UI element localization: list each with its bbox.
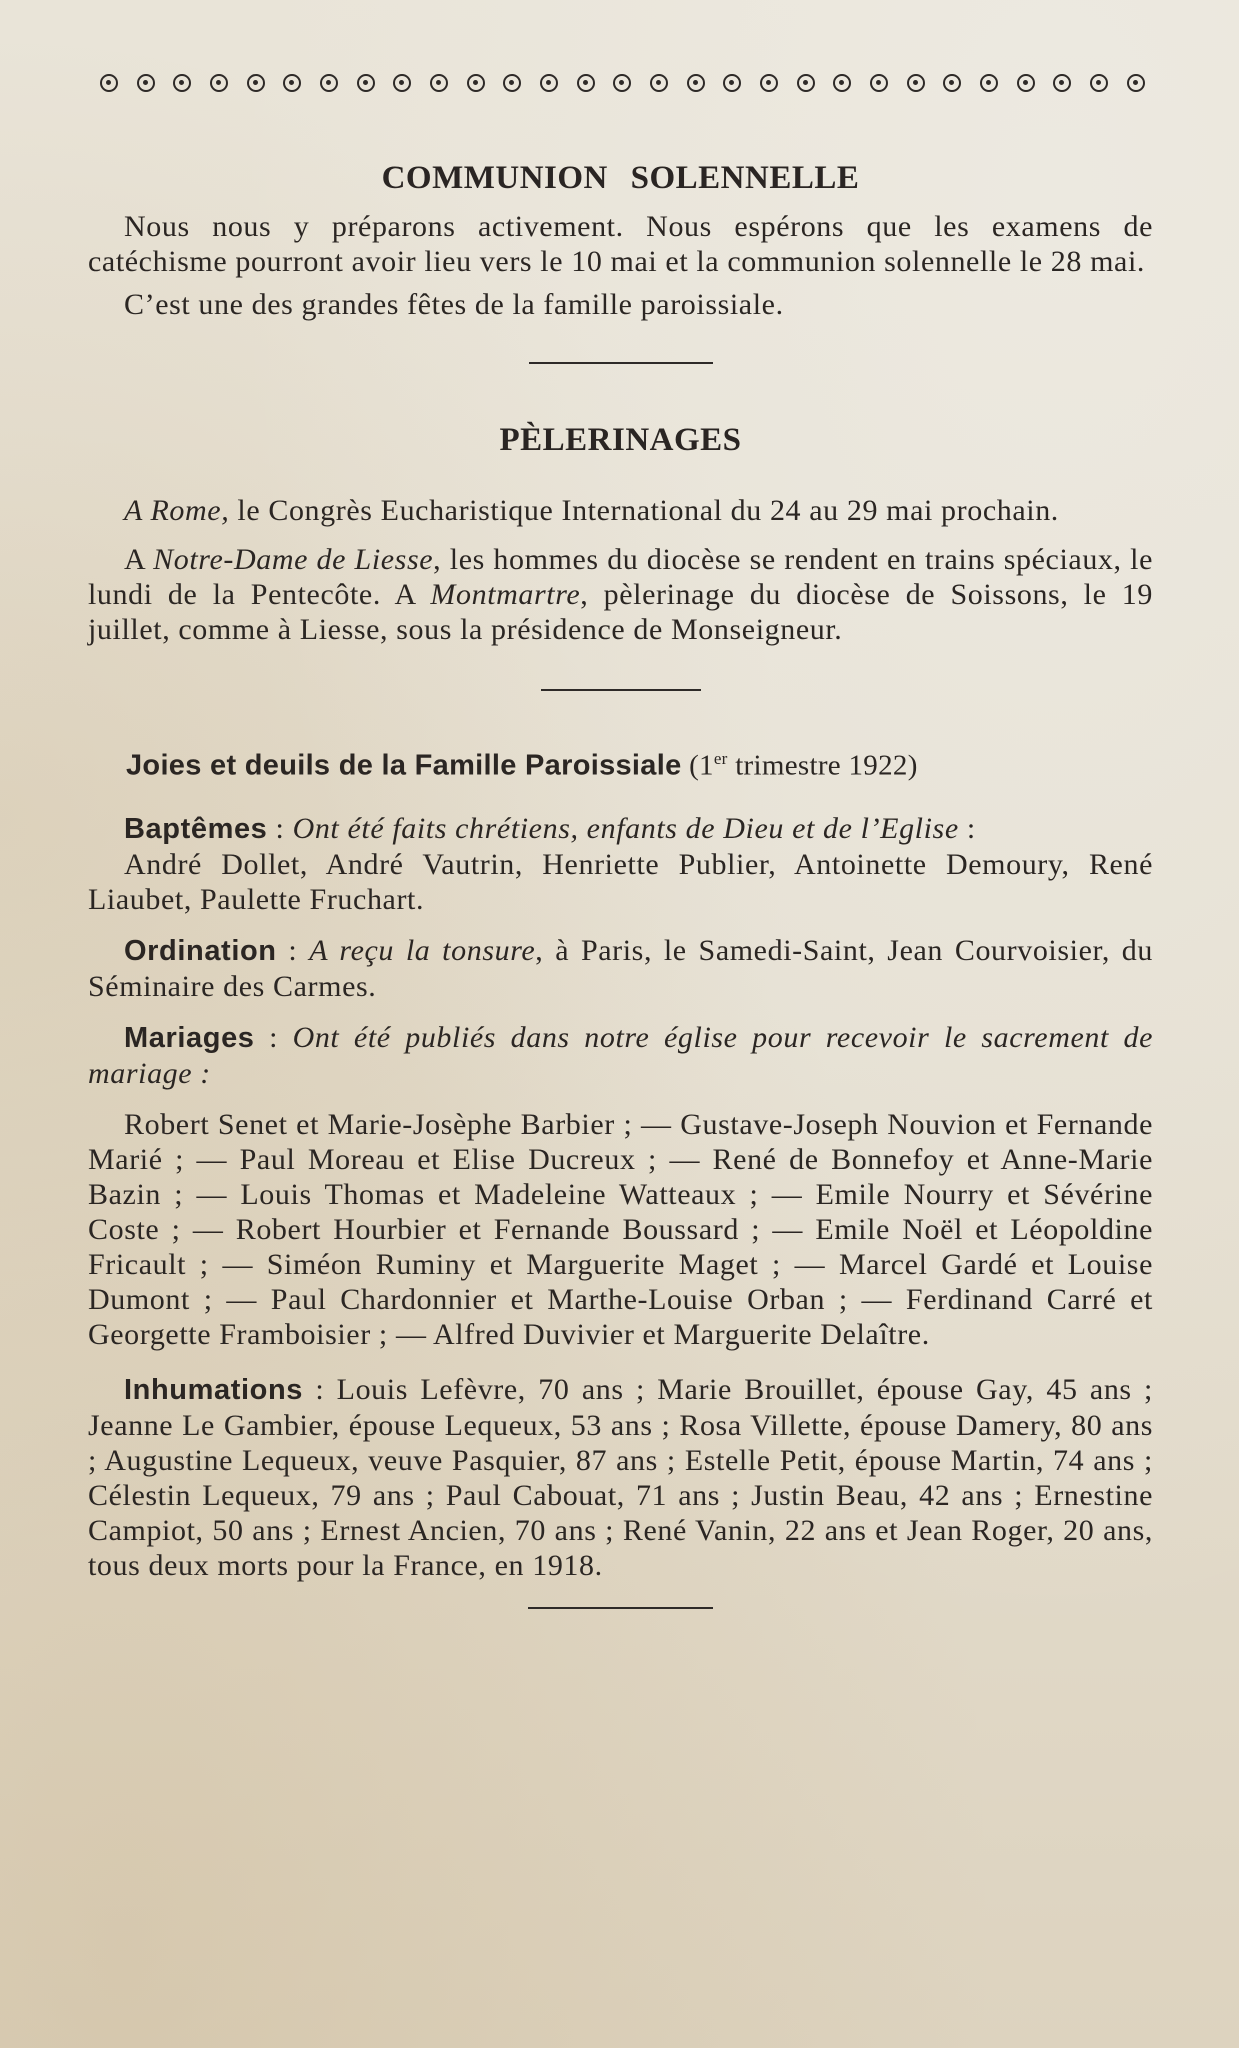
section-title-communion: COMMUNION SOLENNELLE	[381, 160, 860, 196]
ornament-dot	[907, 74, 925, 92]
separator: :	[276, 933, 310, 967]
inhumations-label: Inhumations	[124, 1373, 303, 1406]
ornament-dot	[173, 74, 191, 92]
ornament-dot	[797, 74, 815, 92]
ornamental-border	[100, 70, 1145, 96]
ornament-dot	[430, 74, 448, 92]
separator: :	[958, 811, 976, 845]
mariages-label: Mariages	[124, 1021, 255, 1054]
ornament-dot	[1017, 74, 1035, 92]
section-title-pelerinages: PÈLERINAGES	[499, 422, 742, 458]
communion-paragraph-1: Nous nous y préparons activement. Nous espérons que les examens de catéchisme pourront avoir lieu vers le 10 mai et la communion solennelle le 28 mai.	[88, 210, 1153, 278]
ornament-dot	[613, 74, 631, 92]
ornament-dot	[760, 74, 778, 92]
text-fragment: , les hommes du diocèse se rendent en trains spéciaux, le lundi de la Pentecôte. A	[88, 543, 1153, 611]
text-fragment: , pèlerinage du diocèse de Soissons, le 19 juillet, comme à Liesse, sous la présidence de Monseigneur.	[88, 578, 1153, 646]
inhumations-text: : Louis Lefèvre, 70 ans ; Marie Brouillet, épouse Gay, 45 ans ; Jeanne Le Gambier, épouse Lequeux, 53 ans ; Rosa Villette, épouse Damery, 80 ans ; Augustine Lequeux, veuve Pasquier, 87 ans ; Estelle Petit, épouse Martin, 74 ans ; Célestin Lequeux, 79 ans ; Paul Cabouat, 71 ans ; Justin Beau, 42 ans ; Ernestine Campiot, 50 ans ; Ernest Ancien, 70 ans ; René Vanin, 22 ans et Jean Roger, 20 ans, tous deux morts pour la France, en 1918.	[88, 1372, 1153, 1582]
place-liesse: Notre-Dame de Liesse	[153, 543, 434, 576]
baptemes-heading	[88, 811, 1153, 847]
ornament-dot	[393, 74, 411, 92]
ordination-text: , à Paris, le Samedi-Saint, Jean Courvoisier, du Séminaire des Carmes.	[88, 933, 1154, 1003]
ornament-dot	[100, 74, 118, 92]
place-rome: A Rome,	[124, 494, 230, 527]
ornament-dot	[467, 74, 485, 92]
mariages-names: Robert Senet et Marie-Josèphe Barbier ; — Gustave-Joseph Nouvion et Fernande Marié ; — Paul Moreau et Elise Ducreux ; — René de Bonnefoy et Anne-Marie Bazin ; — Louis Thomas et Madeleine Watteaux ; — Emile Nourry et Sévérine Coste ; — Robert Hourbier et Fernande Boussard ; — Emile Noël et Léopoldine Fricault ; — Siméon Ruminy et Marguerite Maget ; — Marcel Gardé et Louise Dumont ; — Paul Chardonnier et Marthe-Louise Orban ; — Ferdinand Carré et Georgette Framboisier ; — Alfred Duvivier et Marguerite Delaître.	[88, 1107, 1153, 1351]
ornament-dot	[833, 74, 851, 92]
baptemes-names: André Dollet, André Vautrin, Henriette Publier, Antoinette Demoury, René Liaubet, Paulette Fruchart.	[88, 847, 1153, 916]
text-fragment: A	[124, 543, 154, 576]
ornament-dot	[320, 74, 338, 92]
ordination-label: Ordination	[124, 934, 277, 967]
pelerinages-paragraph-2	[88, 542, 1153, 647]
ornament-dot	[1090, 74, 1108, 92]
ordination-intro: A reçu la tonsure	[309, 933, 536, 967]
period-sup: er	[713, 749, 728, 768]
ornament-dot	[650, 74, 668, 92]
ornament-dot	[1127, 74, 1145, 92]
section-divider	[528, 1607, 713, 1609]
joies-title-text: Joies et deuils de la Famille Paroissiale	[126, 749, 682, 782]
pelerinages-paragraph-1-text: le Congrès Eucharistique International du 24 au 29 mai prochain.	[229, 494, 1059, 527]
baptemes-label: Baptêmes	[124, 812, 268, 845]
ornament-dot	[540, 74, 558, 92]
period-open: (1	[689, 749, 714, 782]
ornament-dot	[577, 74, 595, 92]
section-divider	[529, 362, 713, 364]
ornament-dot	[357, 74, 375, 92]
ornament-dot	[137, 74, 155, 92]
section-title-joies	[88, 749, 1153, 783]
ornament-dot	[687, 74, 705, 92]
communion-paragraph-2: C’est une des grandes fêtes de la famille paroissiale.	[124, 288, 784, 321]
ornament-dot	[503, 74, 521, 92]
ornament-dot	[723, 74, 741, 92]
period-close: trimestre 1922)	[727, 749, 918, 782]
ornament-dot	[247, 74, 265, 92]
ornament-dot	[210, 74, 228, 92]
ordination-paragraph	[88, 933, 1153, 1004]
baptemes-intro: Ont été faits chrétiens, enfants de Dieu et de l’Eglise	[292, 811, 959, 845]
ornament-dot	[980, 74, 998, 92]
ornament-dot	[943, 74, 961, 92]
inhumations-paragraph	[88, 1372, 1153, 1583]
ornament-dot	[870, 74, 888, 92]
ornament-dot	[283, 74, 301, 92]
section-divider	[541, 689, 701, 691]
mariages-heading	[88, 1020, 1153, 1091]
pelerinages-paragraph-1	[88, 493, 1153, 528]
mariages-intro: Ont été publiés dans notre église pour recevoir le sacrement de mariage :	[88, 1020, 1153, 1090]
place-montmartre: Montmartre	[430, 578, 581, 611]
separator: :	[267, 811, 293, 845]
separator: :	[254, 1020, 293, 1054]
ornament-dot	[1053, 74, 1071, 92]
